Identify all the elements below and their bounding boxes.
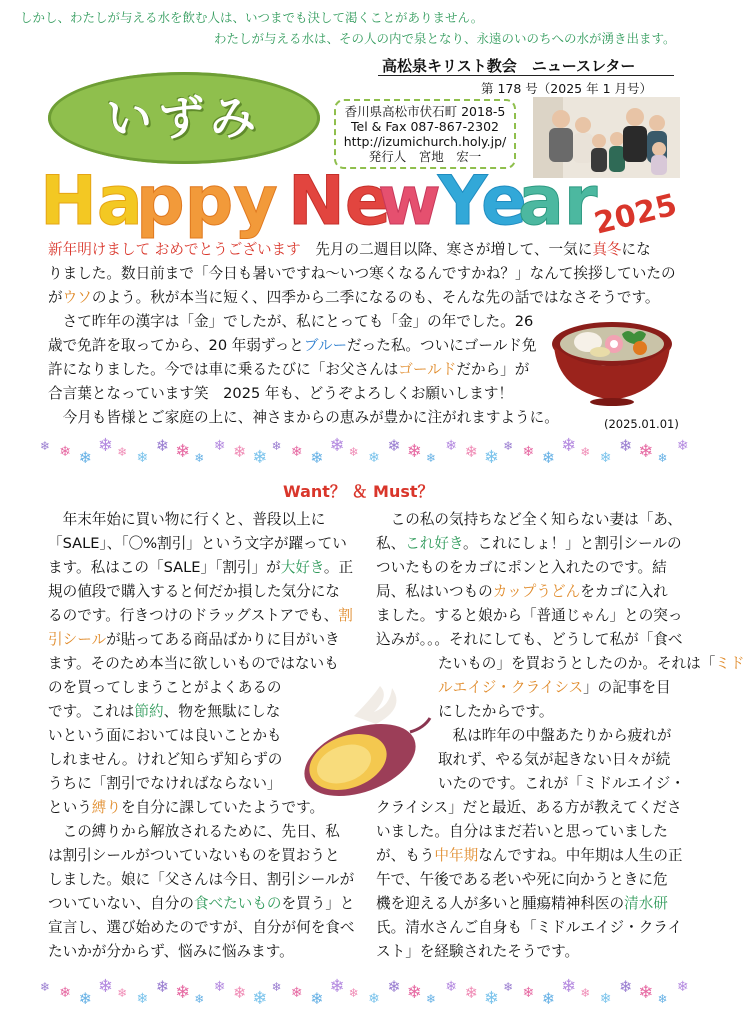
- text-run: いという面においては良いことかも: [48, 727, 282, 744]
- text-run: 。これにしょ！」と割引シールの: [463, 535, 682, 552]
- section-title: Want？ ＆ Must？: [283, 482, 434, 501]
- snowflake-icon: ❄: [213, 979, 226, 995]
- svg-text:2025: 2025: [590, 187, 681, 242]
- highlighted-text: ゴールド: [398, 361, 457, 378]
- text-line: [48, 604, 368, 628]
- tel-fax: Tel & Fax 087-867-2302: [351, 119, 499, 134]
- snowflake-icon: ❄: [213, 438, 226, 454]
- publisher: 発行人 宮地 宏一: [368, 149, 482, 164]
- snowflake-icon: ❄: [368, 450, 380, 466]
- text-line: [376, 868, 696, 892]
- text-line: [376, 580, 696, 604]
- snowflake-icon: ❄: [464, 983, 478, 1002]
- text-run: いたのです。これが「ミドルエイジ・: [438, 775, 685, 792]
- snowflake-icon: ❄: [136, 991, 149, 1007]
- text-line: [48, 892, 368, 916]
- text-run: たいかが分からず、悩みに悩みます。: [48, 943, 294, 960]
- text-run: にしたからです。: [438, 703, 554, 720]
- highlighted-text: カップうどん: [492, 583, 581, 600]
- snowflake-icon: ❄: [522, 444, 535, 460]
- snowflake-icon: ❄: [503, 439, 514, 453]
- text-run: 。正: [323, 559, 354, 576]
- text-line: [48, 868, 368, 892]
- text-run: 今月も皆様とご家庭の上に、神さまからの恵みが豊かに注がれますように。: [48, 409, 559, 426]
- text-line: [48, 940, 368, 964]
- snowflake-icon: ❄: [657, 992, 668, 1006]
- highlighted-text: 大好き: [280, 559, 324, 576]
- issue-number: 第 178 号（2025 年 1 月号）: [481, 81, 652, 96]
- snowflake-icon: ❄: [252, 447, 268, 468]
- highlighted-text: 縛り: [91, 799, 121, 816]
- snowflake-icon: ❄: [445, 438, 458, 454]
- snowflake-icon: ❄: [40, 439, 51, 453]
- text-run: しれません。けれど知らず知らずの: [48, 751, 283, 768]
- highlighted-text: ウソ: [62, 289, 92, 306]
- website-url: http://izumichurch.holy.jp/: [343, 134, 507, 149]
- scripture-line-2: わたしが与える水は、その人の内で泉となり、永遠のいのちへの水が湧き出ます。: [214, 31, 676, 46]
- text-line: [48, 652, 368, 676]
- text-run: だった私。ついにゴールド免: [347, 337, 537, 354]
- snowflake-icon: ❄: [329, 435, 345, 456]
- snowflake-icon: ❄: [406, 441, 422, 462]
- text-run: 込みが。。。それにしても、どうして私が「食べ: [376, 631, 683, 648]
- text-line: [376, 532, 696, 556]
- snowflake-icon: ❄: [329, 976, 345, 997]
- text-run: 機を迎える人が多いと腫瘍精神科医の: [376, 895, 625, 912]
- text-line: [376, 844, 696, 868]
- text-line: [48, 406, 688, 430]
- snowflake-icon: ❄: [580, 445, 591, 459]
- newyear-date: (2025.01.01): [604, 417, 679, 431]
- text-run: 午で、午後である老いや死に向かうときに危: [376, 871, 668, 888]
- ozoni-bowl-image: [548, 314, 676, 406]
- svg-text:ppy: ppy: [136, 162, 278, 241]
- svg-text:ar: ar: [518, 162, 598, 241]
- highlighted-text: 真冬: [592, 241, 622, 258]
- text-line: [48, 820, 368, 844]
- text-run: 合言葉となっています笑 2025 年も、どうぞよろしくお願いします！: [48, 385, 514, 402]
- snowflake-icon: ❄: [676, 438, 689, 454]
- text-run: 」の記事を目: [583, 679, 671, 696]
- snowflake-icon: ❄: [483, 988, 499, 1009]
- snowflake-icon: ❄: [561, 435, 577, 456]
- text-run: を買う」と: [281, 895, 355, 912]
- text-run: という: [48, 799, 92, 816]
- text-line: [376, 556, 696, 580]
- text-run: をカゴに入れ: [580, 583, 668, 600]
- snowflake-icon: ❄: [348, 986, 359, 1000]
- text-run: だから」が: [456, 361, 530, 378]
- snowflake-icon: ❄: [503, 980, 514, 994]
- text-run: が、もう: [376, 847, 435, 864]
- text-line: [48, 262, 688, 286]
- text-run: たいもの」を買おうとしたのか。それは「: [438, 655, 716, 672]
- snowflake-icon: ❄: [387, 977, 401, 996]
- highlighted-text: 食べたいもの: [193, 895, 282, 912]
- text-run: 私、: [376, 535, 406, 552]
- highlighted-text: 新年明けまして おめでとうございます: [48, 241, 301, 258]
- highlighted-text: ルエイジ・クライシス: [438, 679, 584, 696]
- snowflake-icon: ❄: [252, 988, 268, 1009]
- text-line: [376, 604, 696, 628]
- text-run: なんですね。中年期は人生の正: [478, 847, 683, 864]
- text-run: 許になりました。今では車に乗るたびに「お父さんは: [48, 361, 399, 378]
- snowflake-icon: ❄: [580, 986, 591, 1000]
- snowflake-icon: ❄: [619, 977, 633, 996]
- svg-text:Ye: Ye: [438, 162, 528, 241]
- highlighted-text: 中年期: [434, 847, 479, 864]
- text-run: 、物を無駄にしな: [163, 703, 281, 720]
- text-run: のを買ってしまうことがよくあるの: [48, 679, 282, 696]
- snowflake-icon: ❄: [59, 444, 72, 460]
- text-line: [376, 892, 696, 916]
- snowflake-icon: ❄: [175, 441, 191, 462]
- highlighted-text: これ好き: [405, 535, 463, 552]
- text-line: [48, 238, 688, 262]
- snowflake-icon: ❄: [194, 451, 205, 465]
- text-run: が貼ってある商品ばかりに目がいき: [106, 631, 340, 648]
- snowflake-icon: ❄: [97, 976, 113, 997]
- text-run: 「SALE」、「〇%割引」という文字が躍ってい: [48, 535, 347, 552]
- snowflake-icon: ❄: [117, 986, 128, 1000]
- text-line: [48, 580, 368, 604]
- text-line: [48, 508, 368, 532]
- text-run: この縛りから解放されるために、先日、私: [48, 823, 340, 840]
- snowflake-icon: ❄: [638, 441, 654, 462]
- text-line: [48, 556, 368, 580]
- text-run: 歳で免許を取ってから、20 年弱ずっと: [48, 337, 304, 354]
- snowflake-icon: ❄: [175, 982, 191, 1003]
- snowflake-icon: ❄: [541, 448, 556, 467]
- text-line: [376, 652, 745, 676]
- text-run: 先月の二週目以降、寒さが増して、一気に: [300, 241, 593, 258]
- svg-text:Ha: Ha: [40, 162, 143, 241]
- text-run: しました。娘に「父さんは今日、割引シールが: [48, 871, 355, 888]
- snowflake-icon: ❄: [310, 989, 324, 1008]
- text-line: [376, 940, 696, 964]
- text-line: [48, 916, 368, 940]
- text-run: のよう。秋が本当に短く、四季から二季になるのも、そんな先の話ではなさそうです。: [91, 289, 660, 306]
- text-run: さて昨年の漢字は「金」でしたが、私にとっても「金」の年でした。26: [48, 313, 534, 330]
- snowflake-icon: ❄: [290, 444, 303, 460]
- highlighted-text: ブルー: [303, 337, 348, 354]
- text-run: にな: [621, 241, 651, 258]
- snowflake-icon: ❄: [117, 445, 128, 459]
- text-run: この私の気持ちなど全く知らない妻は「あ、: [376, 511, 682, 528]
- snowflake-icon: ❄: [426, 451, 437, 465]
- text-run: うちに「割引でなければならない」: [48, 775, 282, 792]
- izumi-logo: [48, 72, 320, 164]
- snowflake-icon: ❄: [599, 450, 612, 466]
- highlighted-text: 節約: [134, 703, 164, 720]
- svg-text:w: w: [378, 162, 441, 241]
- snowflake-icon: ❄: [426, 992, 437, 1006]
- text-run: クライシス」だと最近、ある方が教えてくださ: [376, 799, 682, 816]
- text-run: を自分に課していたようです。: [121, 799, 325, 816]
- text-run: は割引シールがついていないものを買おうと: [48, 847, 340, 864]
- snowflake-icon: ❄: [638, 982, 654, 1003]
- scripture-line-1: しかし、わたしが与える水を飲む人は、いつまでも決して渇くことがありません。: [20, 10, 484, 25]
- snowflake-icon: ❄: [348, 445, 359, 459]
- text-line: [376, 916, 696, 940]
- snowflake-icon: ❄: [155, 436, 170, 455]
- snowflake-icon: ❄: [194, 992, 205, 1006]
- text-line: [48, 628, 368, 652]
- text-run: ついていない、自分の: [48, 895, 194, 912]
- svg-text:Ne: Ne: [288, 162, 392, 241]
- snowflake-icon: ❄: [290, 985, 303, 1001]
- text-run: 局、私はいつもの: [376, 583, 493, 600]
- highlighted-text: ミド: [715, 655, 745, 672]
- text-run: 取れず、やる気が起きない日々が続: [438, 751, 671, 768]
- snowflake-icon: ❄: [464, 442, 478, 461]
- snowflake-icon: ❄: [78, 448, 92, 467]
- snowflake-divider-top: [40, 437, 700, 467]
- snowflake-icon: ❄: [387, 436, 401, 455]
- snowflake-icon: ❄: [522, 985, 535, 1001]
- text-run: 規の値段で購入すると何だか損した気分にな: [48, 583, 340, 600]
- snowflake-icon: ❄: [445, 979, 458, 995]
- snowflake-divider-bottom: [40, 978, 700, 1008]
- snowflake-icon: ❄: [59, 985, 72, 1001]
- snowflake-icon: ❄: [310, 448, 324, 467]
- logo-text: いずみ: [106, 91, 262, 145]
- text-line: [376, 508, 696, 532]
- text-line: [48, 286, 688, 310]
- text-run: 年末年始に買い物に行くと、普段以上に: [48, 511, 326, 528]
- text-run: が: [48, 289, 63, 306]
- snowflake-icon: ❄: [599, 991, 612, 1007]
- snowflake-icon: ❄: [97, 435, 113, 456]
- snowflake-icon: ❄: [676, 979, 689, 995]
- text-run: ます。私はこの「SALE」「割引」が: [48, 559, 281, 576]
- snowflake-icon: ❄: [233, 442, 247, 461]
- text-run: ます。そのため本当に欲しいものではないも: [48, 655, 339, 672]
- snowflake-icon: ❄: [271, 439, 282, 453]
- snowflake-icon: ❄: [40, 980, 51, 994]
- text-line: [376, 820, 696, 844]
- address: 香川県高松市伏石町 2018-5: [344, 104, 506, 119]
- text-run: スト」を経験されたそうです。: [376, 943, 580, 960]
- snowflake-icon: ❄: [541, 989, 556, 1008]
- text-run: ついたものをカゴにポンと入れたのです。結: [376, 559, 667, 576]
- highlighted-text: 割: [338, 607, 353, 624]
- sweet-potato-image: [290, 676, 438, 806]
- highlighted-text: 清水研: [624, 895, 668, 912]
- snowflake-icon: ❄: [271, 980, 282, 994]
- snowflake-icon: ❄: [406, 982, 422, 1003]
- text-line: [376, 628, 696, 652]
- snowflake-icon: ❄: [233, 983, 247, 1002]
- text-line: [48, 532, 368, 556]
- church-name: 高松泉キリスト教会 ニュースレター: [382, 57, 636, 75]
- text-run: いました。自分はまだ若いと思っていました: [376, 823, 668, 840]
- snowflake-icon: ❄: [155, 977, 170, 996]
- text-line: [48, 844, 368, 868]
- snowflake-icon: ❄: [657, 451, 668, 465]
- highlighted-text: 引シール: [48, 631, 107, 648]
- text-run: です。これは: [48, 703, 135, 720]
- snowflake-icon: ❄: [561, 976, 577, 997]
- text-run: 私は昨年の中盤あたりから疲れが: [438, 727, 672, 744]
- text-run: 宣言し、選び始めたのですが、自分が何を食べ: [48, 919, 355, 936]
- text-run: 氏。清水さんご自身も「ミドルエイジ・クライ: [376, 919, 683, 936]
- text-run: りました。数日前まで「今日も暑いですね～いつ寒くなるんですかね？」なんて挨拶していたの: [48, 265, 676, 282]
- snowflake-icon: ❄: [483, 447, 499, 468]
- snowflake-icon: ❄: [136, 450, 149, 466]
- happy-new-year-banner: [38, 160, 688, 242]
- header-divider: [378, 75, 674, 76]
- church-info-box: [334, 99, 516, 169]
- snowflake-icon: ❄: [78, 989, 92, 1008]
- snowflake-icon: ❄: [368, 991, 380, 1007]
- text-run: るのです。行きつけのドラッグストアでも、: [48, 607, 339, 624]
- snowflake-icon: ❄: [619, 436, 633, 455]
- text-run: ました。すると娘から「普通じゃん」との突っ: [376, 607, 683, 624]
